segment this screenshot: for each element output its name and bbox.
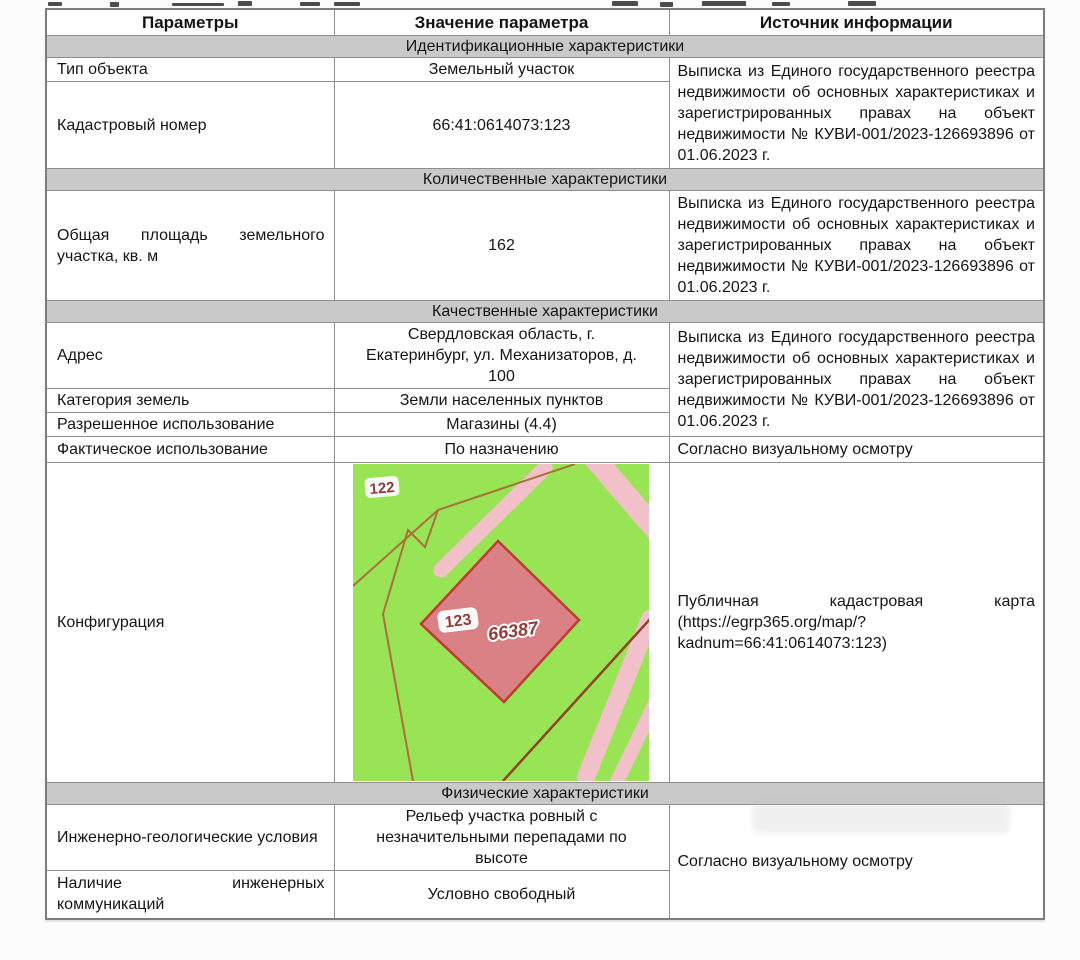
table-row	[46, 323, 1044, 389]
table-row	[46, 437, 1044, 463]
table-header-row	[46, 9, 1044, 36]
section-quantitative	[46, 169, 1044, 191]
adjacent-parcel-label: 122	[368, 478, 395, 499]
source-egrn-extract: Выписка из Единого государственного реестра недвижимости об основных характеристиках и зарегистрированных правах на объект недвижимости № КУВИ-001/2023-126693896 от 01.06.2023 г.	[669, 191, 1044, 301]
cropped-text-fragment	[110, 2, 119, 7]
param-value-object-type: Земельный участок	[334, 58, 669, 82]
param-value-configuration	[334, 463, 669, 783]
section-identification	[46, 36, 1044, 58]
cropped-text-fragment	[300, 2, 320, 6]
param-value-address	[334, 323, 669, 389]
source-visual-inspection: Согласно визуальному осмотру	[669, 437, 1044, 463]
param-value-land-category: Земли населенных пунктов	[334, 389, 669, 413]
cropped-text-fragment	[48, 2, 62, 6]
param-label-permitted-use: Разрешенное использование	[46, 413, 334, 437]
param-value-permitted-use: Магазины (4.4)	[334, 413, 669, 437]
param-value-actual-use: По назначению	[334, 437, 669, 463]
param-label-geo-conditions: Инженерно-геологические условия	[46, 805, 334, 871]
cadastral-map	[353, 464, 649, 781]
col-header-value: Значение параметра	[334, 9, 669, 36]
section-title: Количественные характеристики	[46, 169, 1044, 191]
section-title: Качественные характеристики	[46, 301, 1044, 323]
table-row	[46, 191, 1044, 301]
section-title: Идентификационные характеристики	[46, 36, 1044, 58]
address-line: Екатеринбург, ул. Механизаторов, д.	[366, 347, 637, 364]
area-value-label: 66387	[486, 617, 539, 645]
param-value-total-area: 162	[334, 191, 669, 301]
address-line: 100	[488, 368, 515, 385]
subject-parcel-label: 123	[443, 611, 472, 632]
source-public-cadastral-map: Публичная кадастровая карта (https://egrp365.org/map/?kadnum=66:41:0614073:123)	[669, 463, 1044, 783]
source-egrn-extract: Выписка из Единого государственного реестра недвижимости об основных характеристиках и зарегистрированных правах на объект недвижимости № КУВИ-001/2023-126693896 от 01.06.2023 г.	[669, 323, 1044, 437]
source-egrn-extract: Выписка из Единого государственного реестра недвижимости об основных характеристиках и зарегистрированных правах на объект недвижимости № КУВИ-001/2023-126693896 от 01.06.2023 г.	[669, 58, 1044, 169]
table-row-configuration	[46, 463, 1044, 783]
relief-line: незначительными перепадами по	[376, 829, 627, 846]
col-header-parameters: Параметры	[46, 9, 334, 36]
param-label-object-type: Тип объекта	[46, 58, 334, 82]
cropped-text-fragment	[172, 3, 224, 6]
cropped-text-fragment	[848, 1, 876, 6]
relief-line: Рельеф участка ровный с	[405, 808, 598, 825]
cropped-text-fragment	[238, 1, 252, 6]
param-label-land-category: Категория земель	[46, 389, 334, 413]
address-line: Свердловская область, г.	[407, 326, 596, 343]
cropped-text-fragment	[660, 2, 673, 7]
watermark	[752, 800, 1010, 834]
cropped-text-fragment	[772, 2, 790, 6]
param-value-geo-conditions	[334, 805, 669, 871]
cropped-text-fragment	[702, 1, 746, 6]
table-row	[46, 58, 1044, 82]
source-visual-inspection: Согласно визуальному осмотру	[669, 805, 1044, 919]
cropped-text-fragment	[612, 1, 638, 6]
param-label-configuration: Конфигурация	[46, 463, 334, 783]
section-title: Физические характеристики	[46, 783, 1044, 805]
cropped-text-fragment	[334, 2, 360, 6]
param-label-utilities: Наличие инженерных коммуникаций	[46, 871, 334, 919]
param-value-utilities: Условно свободный	[334, 871, 669, 919]
section-qualitative	[46, 301, 1044, 323]
param-label-total-area: Общая площадь земельного участка, кв. м	[46, 191, 334, 301]
param-label-cadastral-number: Кадастровый номер	[46, 82, 334, 169]
col-header-source: Источник информации	[669, 9, 1044, 36]
relief-line: высоте	[475, 850, 528, 867]
report-table	[45, 8, 1045, 920]
param-label-actual-use: Фактическое использование	[46, 437, 334, 463]
param-value-cadastral-number: 66:41:0614073:123	[334, 82, 669, 169]
param-label-address: Адрес	[46, 323, 334, 389]
